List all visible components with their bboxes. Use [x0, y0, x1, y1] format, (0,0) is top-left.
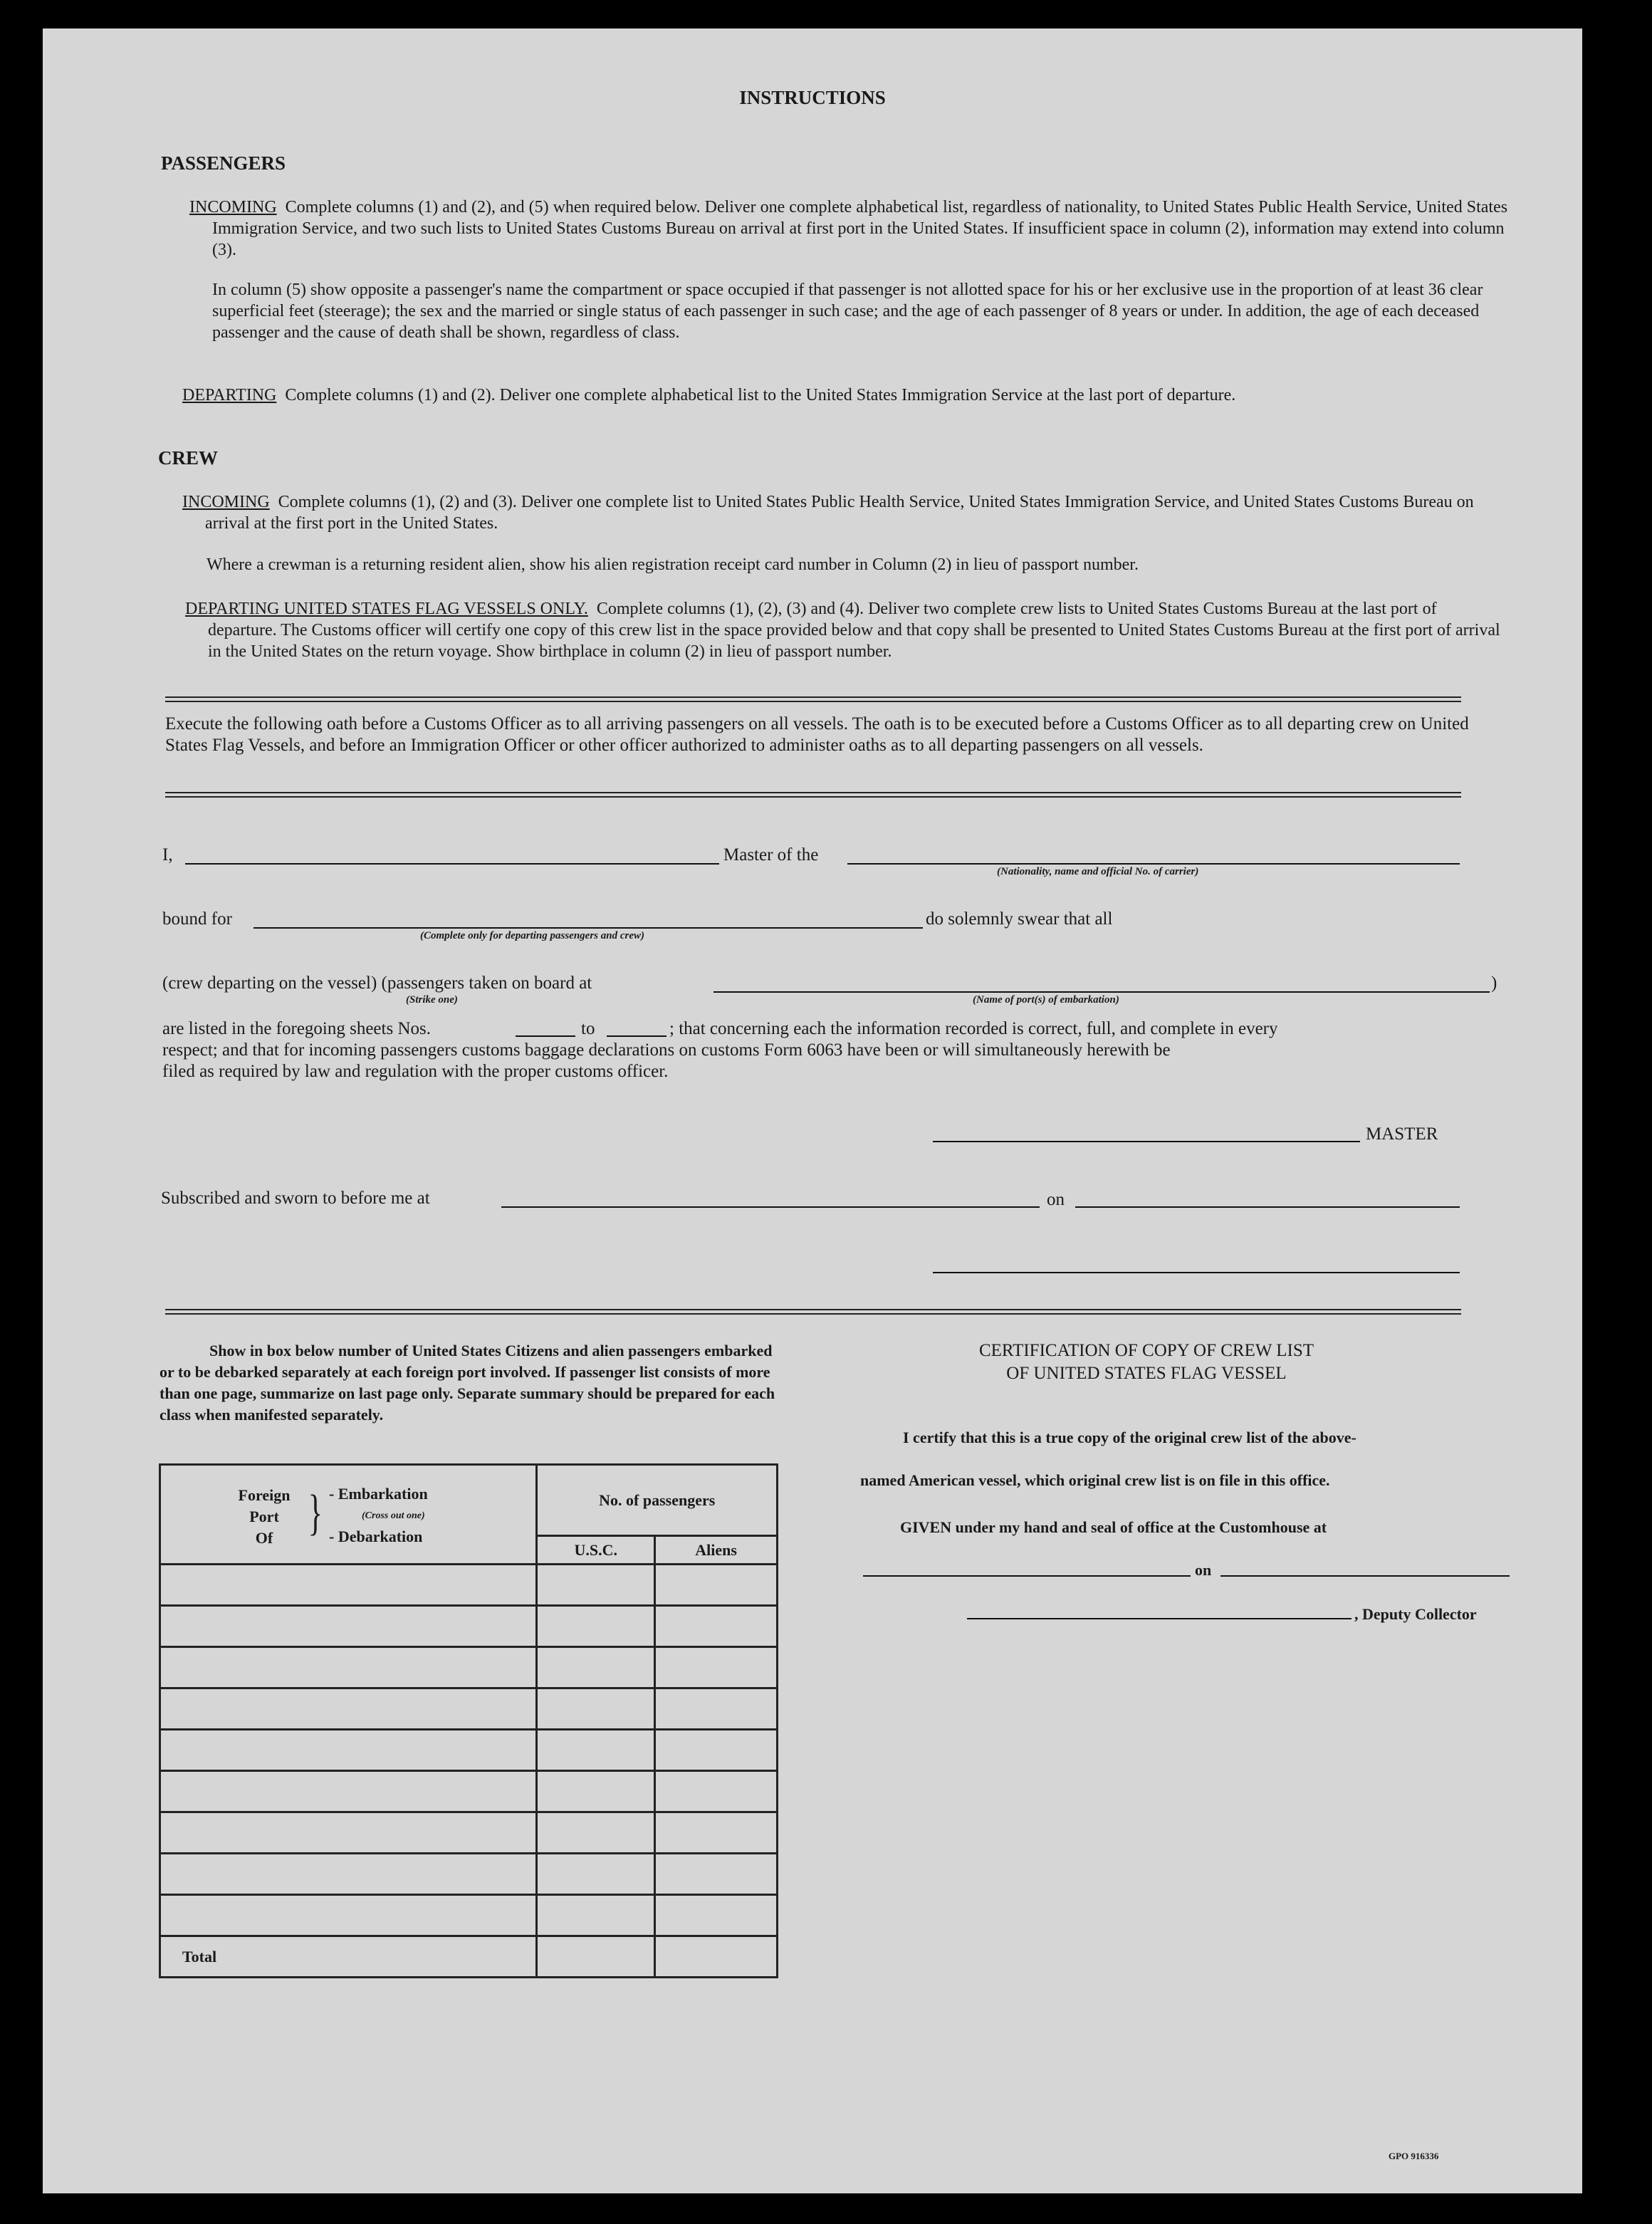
- sheets-text-line2: respect; and that for incoming passengers customs baggage declarations on customs Form 6063 have been or will simultaneously herewith be: [162, 1040, 1171, 1060]
- brace-icon: }: [308, 1485, 323, 1540]
- usc-cell[interactable]: [537, 1565, 655, 1606]
- passengers-departing-text: Complete columns (1) and (2). Deliver one complete alphabetical list to the United States Immigration Service at the last port of departure.: [285, 386, 1236, 404]
- crew-incoming-paragraph: [182, 491, 1501, 534]
- usc-cell[interactable]: [537, 1854, 655, 1895]
- no-passengers-header: No. of passengers: [537, 1465, 778, 1536]
- embarkation-port-field[interactable]: [713, 991, 1490, 993]
- passengers-incoming-text: Complete columns (1) and (2), and (5) when required below. Deliver one complete alphabetical list, regardless of nationality, to United States Public Health Service, United States Immigration Service, and two such lists to United States Customs Bureau on arrival at first port in the United States. If insufficient space in column (2), information may extend into column (3).: [212, 198, 1508, 259]
- aliens-cell[interactable]: [655, 1606, 778, 1647]
- passengers-column5-paragraph: In column (5) show opposite a passenger's name the compartment or space occupied if that passenger is not allotted space for his or her exclusive use in the proportion of at least 36 clear superficial feet (steerage); the sex and the married or single status of each passenger in such case; and the age of each passenger of 8 years or under. In addition, the age of each deceased passenger and the cause of death shall be shown, regardless of class.: [212, 281, 1483, 342]
- port-cell[interactable]: [160, 1688, 537, 1730]
- sheet-to-field[interactable]: [607, 1035, 666, 1037]
- divider: [165, 1309, 1461, 1315]
- usc-cell[interactable]: [537, 1606, 655, 1647]
- subscribed-label: Subscribed and sworn to before me at: [161, 1189, 430, 1208]
- deputy-collector-signature-field[interactable]: [967, 1618, 1352, 1619]
- cross-out-caption: (Cross out one): [362, 1510, 425, 1521]
- customhouse-field[interactable]: [863, 1575, 1191, 1577]
- port-cell[interactable]: [160, 1771, 537, 1812]
- aliens-cell[interactable]: [655, 1895, 778, 1936]
- sworn-on-label: on: [1047, 1190, 1065, 1209]
- port-cell[interactable]: [160, 1854, 537, 1895]
- aliens-header: Aliens: [655, 1536, 778, 1565]
- passengers-incoming-paragraph: [189, 197, 1508, 261]
- aliens-cell[interactable]: [655, 1565, 778, 1606]
- form-page: [43, 28, 1582, 2193]
- sheets-text-line3: filed as required by law and regulation with the proper customs officer.: [162, 1062, 669, 1081]
- officer-signature-field[interactable]: [933, 1272, 1460, 1273]
- port-cell[interactable]: [160, 1812, 537, 1854]
- passengers-incoming-label: INCOMING: [189, 198, 277, 216]
- bound-for-caption: (Complete only for departing passengers and crew): [420, 930, 644, 941]
- port-cell[interactable]: [160, 1730, 537, 1771]
- port-label: Port: [249, 1507, 279, 1525]
- of-label: Of: [255, 1528, 273, 1547]
- embarkation-label: - Embarkation: [329, 1484, 428, 1503]
- usc-cell[interactable]: [537, 1771, 655, 1812]
- master-name-field[interactable]: [185, 863, 719, 865]
- crew-heading: CREW: [158, 447, 219, 469]
- master-of-the-label: Master of the: [723, 845, 819, 865]
- total-label: Total: [160, 1936, 537, 1978]
- sheets-text-start: are listed in the foregoing sheets Nos.: [162, 1019, 431, 1038]
- deputy-collector-label: , Deputy Collector: [1354, 1605, 1477, 1623]
- master-label: MASTER: [1366, 1124, 1438, 1144]
- port-cell[interactable]: [160, 1895, 537, 1936]
- crew-departing-label: DEPARTING UNITED STATES FLAG VESSELS ONLY.: [185, 600, 588, 618]
- usc-cell[interactable]: [537, 1895, 655, 1936]
- oath-instruction: Execute the following oath before a Customs Officer as to all arriving passengers on all vessels. The oath is to be executed before a Customs Officer as to all departing crew on United States Flag Vessels, and before an Immigration Officer or other officer authorized to administer oaths as to all departing passengers on all vessels.: [165, 714, 1469, 755]
- certification-title-2: OF UNITED STATES FLAG VESSEL: [1006, 1364, 1287, 1383]
- certification-date-field[interactable]: [1220, 1575, 1510, 1577]
- sheets-to-label: to: [581, 1019, 595, 1038]
- passengers-departing-paragraph: [182, 385, 1501, 406]
- total-aliens-cell[interactable]: [655, 1936, 778, 1978]
- crew-incoming-label: INCOMING: [182, 493, 270, 511]
- usc-cell[interactable]: [537, 1688, 655, 1730]
- sworn-date-field[interactable]: [1075, 1206, 1460, 1208]
- certification-on-label: on: [1195, 1561, 1212, 1579]
- passenger-summary-table: [159, 1463, 778, 1978]
- total-usc-cell[interactable]: [537, 1936, 655, 1978]
- bound-for-field[interactable]: [253, 927, 923, 929]
- crew-departing-text: Complete columns (1), (2), (3) and (4). Deliver two complete crew lists to United States Customs Bureau at the last port of departure. The Customs officer will certify one copy of this crew list in the space provided below and that copy shall be presented to United States Customs Bureau at the first port of arrival in the United States on the return voyage. Show birthplace in column (2) in lieu of passport number.: [208, 600, 1500, 661]
- divider: [165, 696, 1461, 702]
- port-cell[interactable]: [160, 1565, 537, 1606]
- passengers-heading: PASSENGERS: [161, 152, 286, 174]
- aliens-cell[interactable]: [655, 1812, 778, 1854]
- certification-line-1: I certify that this is a true copy of the original crew list of the above-: [903, 1429, 1356, 1446]
- crew-departing-paragraph: [185, 598, 1504, 662]
- aliens-cell[interactable]: [655, 1647, 778, 1688]
- certification-line-3: GIVEN under my hand and seal of office at the Customhouse at: [900, 1518, 1327, 1536]
- master-signature-field[interactable]: [933, 1141, 1360, 1142]
- divider: [165, 792, 1461, 798]
- certification-line-2: named American vessel, which original crew list is on file in this office.: [860, 1471, 1330, 1489]
- crew-incoming-text: Complete columns (1), (2) and (3). Deliver one complete list to United States Public Health Service, United States Immigration Service, and United States Customs Bureau on arrival at the first port in the United States.: [205, 493, 1474, 533]
- aliens-cell[interactable]: [655, 1771, 778, 1812]
- passengers-departing-label: DEPARTING: [182, 386, 277, 404]
- crew-passengers-text: (crew departing on the vessel) (passengers taken on board at: [162, 973, 592, 993]
- port-header-cell: [160, 1465, 537, 1565]
- debarkation-label: - Debarkation: [329, 1527, 423, 1545]
- page-title: INSTRUCTIONS: [739, 87, 886, 108]
- aliens-cell[interactable]: [655, 1854, 778, 1895]
- port-cell[interactable]: [160, 1606, 537, 1647]
- strike-caption: (Strike one): [406, 994, 458, 1006]
- sheet-from-field[interactable]: [516, 1035, 575, 1037]
- usc-header: U.S.C.: [537, 1536, 655, 1565]
- bound-for-label: bound for: [162, 909, 232, 929]
- oath-i-label: I,: [162, 845, 173, 865]
- carrier-caption: (Nationality, name and official No. of carrier): [997, 866, 1199, 877]
- summary-instruction: Show in box below number of United States Citizens and alien passengers embarked or to be debarked separately at each foreign port involved. If passenger list consists of more than one page, summarize on last page only. Separate summary should be prepared for each class when manifested separately.: [160, 1342, 775, 1424]
- port-cell[interactable]: [160, 1647, 537, 1688]
- sheets-text-continued: ; that concerning each the information recorded is correct, full, and complete in every: [669, 1019, 1278, 1038]
- carrier-field[interactable]: [847, 863, 1460, 865]
- aliens-cell[interactable]: [655, 1730, 778, 1771]
- usc-cell[interactable]: [537, 1647, 655, 1688]
- crew-resident-paragraph: Where a crewman is a returning resident alien, show his alien registration receipt card number in Column (2) in lieu of passport number.: [206, 555, 1139, 574]
- close-paren: ): [1491, 973, 1497, 993]
- port-caption: (Name of port(s) of embarkation): [973, 994, 1119, 1006]
- foreign-label: Foreign: [238, 1486, 291, 1504]
- certification-title-1: CERTIFICATION OF COPY OF CREW LIST: [978, 1341, 1314, 1360]
- sworn-place-field[interactable]: [501, 1206, 1040, 1208]
- aliens-cell[interactable]: [655, 1688, 778, 1730]
- usc-cell[interactable]: [537, 1730, 655, 1771]
- footer-code: GPO 916336: [1389, 2151, 1439, 2161]
- usc-cell[interactable]: [537, 1812, 655, 1854]
- swear-text: do solemnly swear that all: [926, 909, 1113, 929]
